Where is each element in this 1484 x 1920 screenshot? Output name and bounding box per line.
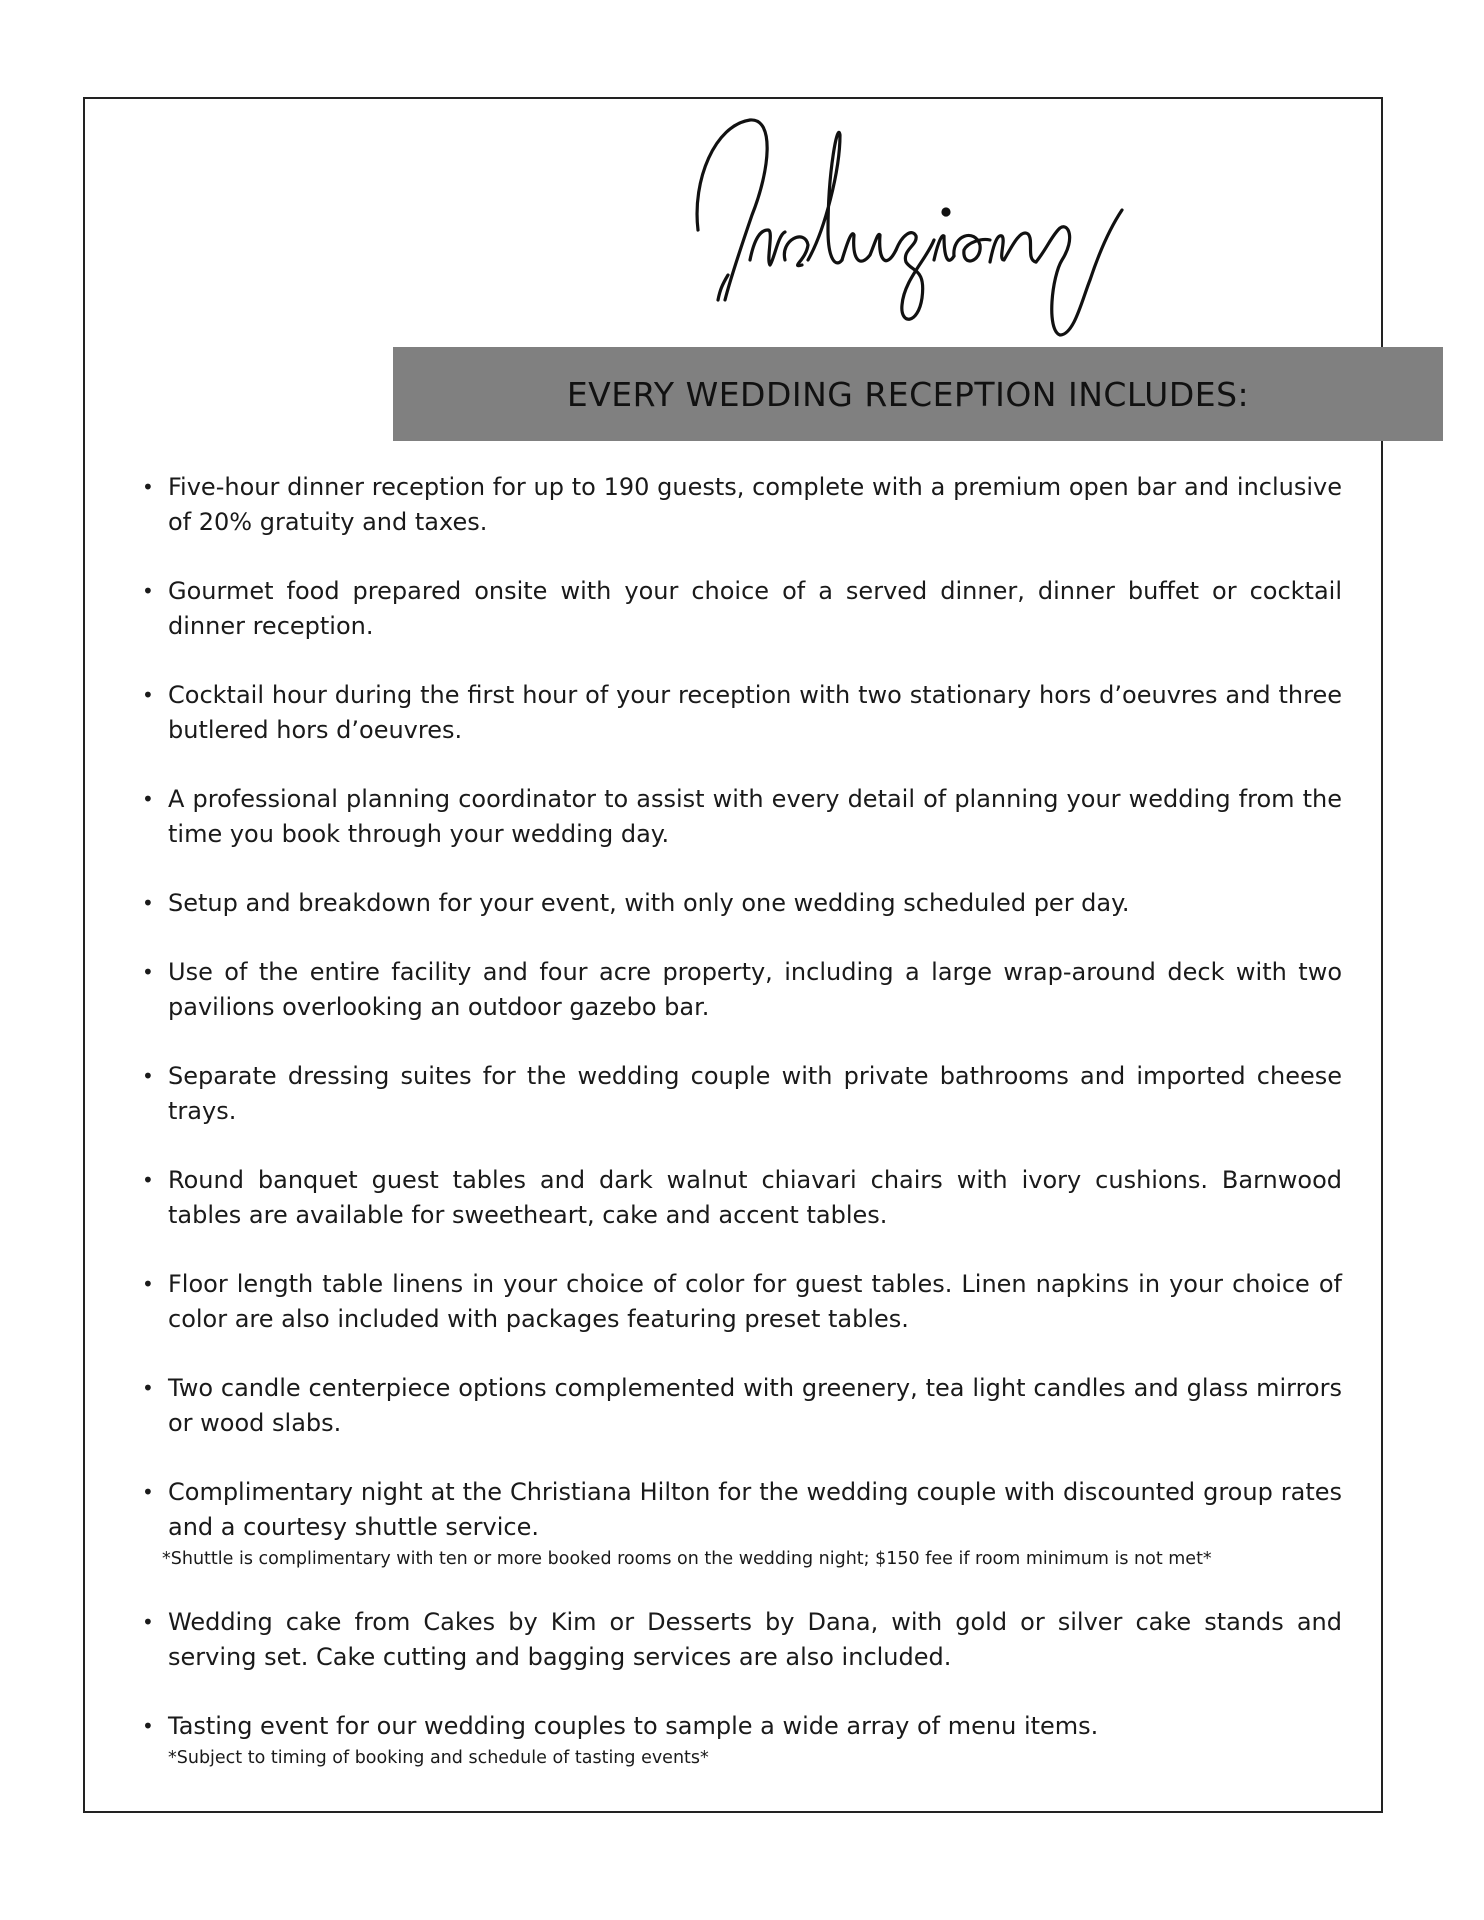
- item-text: Floor length table linens in your choice of color for guest tables. Linen napkins in your choice of color are also included with packages featuring preset tables.: [168, 1270, 1342, 1333]
- list-item: [140, 1267, 1342, 1337]
- shuttle-footnote: *Shuttle is complimentary with ten or more booked rooms on the wedding night; $150 fee if room minimum is not met*: [162, 1549, 1212, 1569]
- bullet-icon: •: [142, 579, 154, 603]
- item-text: Five-hour dinner reception for up to 190 guests, complete with a premium open bar and inclusive of 20% gratuity and taxes.: [168, 473, 1342, 536]
- bullet-icon: •: [142, 1272, 154, 1296]
- inclusions-script-heading: [690, 110, 1190, 360]
- list-item: [140, 470, 1342, 540]
- bullet-icon: •: [142, 960, 154, 984]
- bullet-icon: •: [142, 1064, 154, 1088]
- item-text: Tasting event for our wedding couples to sample a wide array of menu items.: [168, 1712, 1099, 1740]
- item-text: Separate dressing suites for the wedding couple with private bathrooms and imported cheese trays.: [168, 1062, 1342, 1125]
- bullet-icon: •: [142, 1168, 154, 1192]
- item-text: Wedding cake from Cakes by Kim or Desserts by Dana, with gold or silver cake stands and serving set. Cake cutting and bagging services are also included.: [168, 1608, 1342, 1671]
- banner: [393, 347, 1443, 441]
- list-item: [140, 1371, 1342, 1441]
- bullet-icon: •: [142, 475, 154, 499]
- item-text: Cocktail hour during the first hour of your reception with two stationary hors d’oeuvres and three butlered hors d’oeuvres.: [168, 681, 1342, 744]
- banner-title: EVERY WEDDING RECEPTION INCLUDES:: [566, 374, 1250, 414]
- list-item: [140, 1709, 1342, 1770]
- bullet-icon: •: [142, 1480, 154, 1504]
- bullet-icon: •: [142, 1714, 154, 1738]
- list-item: [140, 1605, 1342, 1675]
- list-item: [140, 574, 1342, 644]
- bullet-icon: •: [142, 1610, 154, 1634]
- list-item: [140, 955, 1342, 1025]
- list-item: [140, 1059, 1342, 1129]
- list-item: [140, 782, 1342, 852]
- bullet-icon: •: [142, 787, 154, 811]
- list-item: [140, 678, 1342, 748]
- item-text: Complimentary night at the Christiana Hilton for the wedding couple with discounted group rates and a courtesy shuttle service.: [168, 1478, 1342, 1541]
- bullet-icon: •: [142, 1376, 154, 1400]
- inclusions-script-lettering: [690, 110, 1190, 360]
- list-item: [140, 886, 1342, 921]
- item-text: A professional planning coordinator to assist with every detail of planning your wedding from the time you book through your wedding day.: [168, 785, 1342, 848]
- list-item: [140, 1475, 1342, 1571]
- bullet-icon: •: [142, 891, 154, 915]
- list-item: [140, 1163, 1342, 1233]
- item-text: Setup and breakdown for your event, with only one wedding scheduled per day.: [168, 889, 1130, 917]
- item-text: Two candle centerpiece options complemented with greenery, tea light candles and glass mirrors or wood slabs.: [168, 1374, 1342, 1437]
- tasting-footnote: *Subject to timing of booking and schedule of tasting events*: [168, 1748, 709, 1768]
- bullet-icon: •: [142, 683, 154, 707]
- item-text: Gourmet food prepared onsite with your choice of a served dinner, dinner buffet or cocktail dinner reception.: [168, 577, 1342, 640]
- inclusions-list: [140, 470, 1342, 1804]
- item-text: Round banquet guest tables and dark walnut chiavari chairs with ivory cushions. Barnwood tables are available for sweetheart, cake and accent tables.: [168, 1166, 1342, 1229]
- item-text: Use of the entire facility and four acre property, including a large wrap-around deck with two pavilions overlooking an outdoor gazebo bar.: [168, 958, 1342, 1021]
